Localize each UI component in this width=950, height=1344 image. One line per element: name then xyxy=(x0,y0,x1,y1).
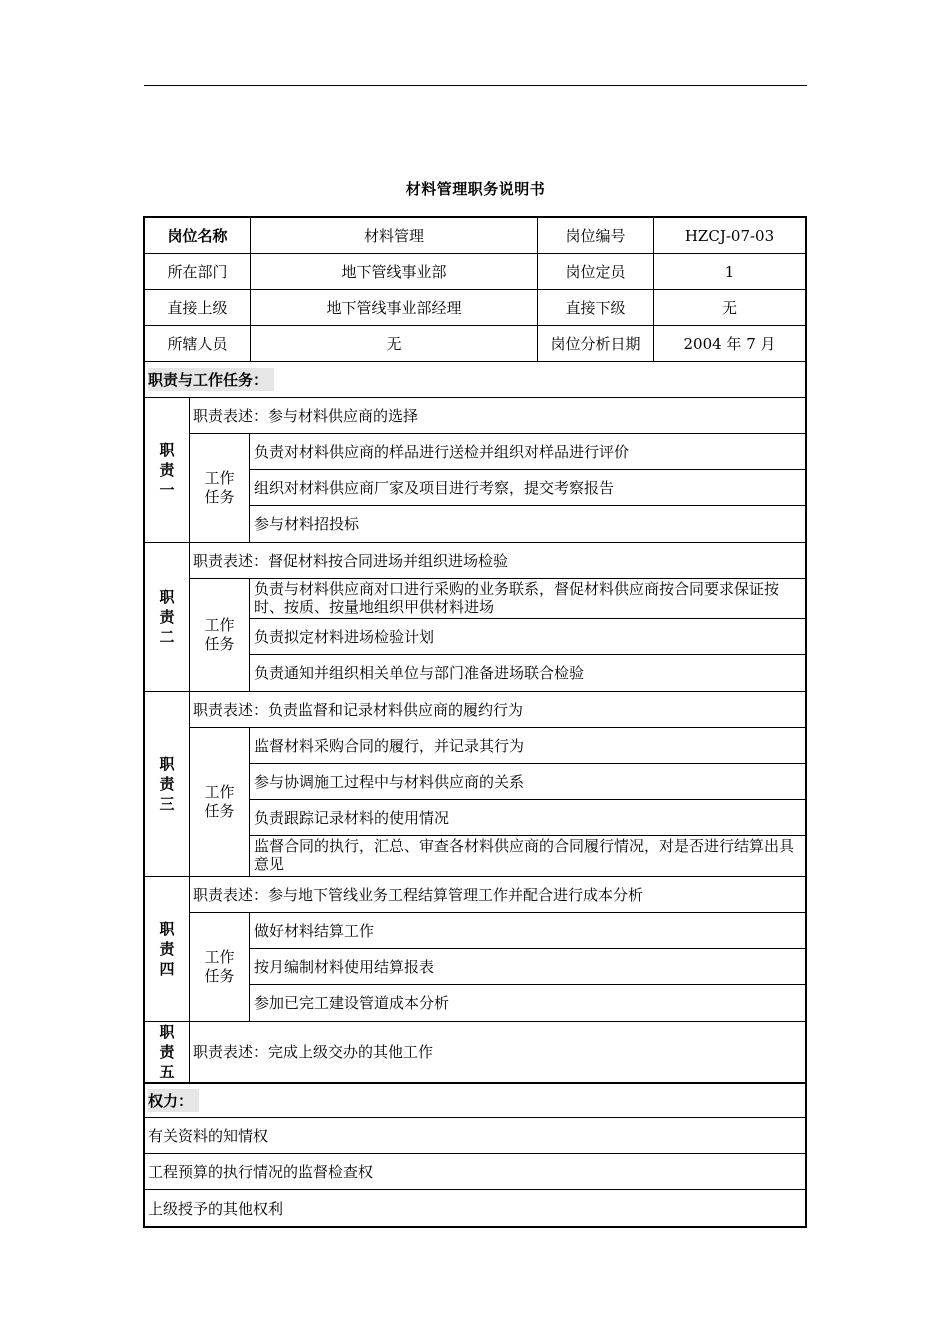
task-item: 做好材料结算工作 xyxy=(250,913,805,949)
label-headcount: 岗位定员 xyxy=(538,254,654,289)
task-item: 负责通知并组织相关单位与部门准备进场联合检验 xyxy=(254,664,585,682)
duty-label-3 xyxy=(145,692,190,876)
duty-label-text: 职责四 xyxy=(159,920,175,978)
value-analysis-date: 2004 年 7 月 xyxy=(683,335,776,353)
duty-label-4 xyxy=(145,877,190,1021)
duty-label-text: 职责五 xyxy=(159,1023,175,1081)
powers-heading-text: 权力： xyxy=(148,1089,199,1112)
task-label-1 xyxy=(190,434,250,542)
value-headcount: 1 xyxy=(724,262,735,281)
label-staff: 所辖人员 xyxy=(145,326,251,361)
duty-label-text: 职责二 xyxy=(159,588,175,646)
task-item: 组织对材料供应商厂家及项目进行考察，提交考察报告 xyxy=(250,470,805,506)
info-row-department xyxy=(145,254,805,290)
duty-label-text: 职责一 xyxy=(159,441,175,499)
value-staff: 无 xyxy=(251,326,538,361)
task-item: 参加已完工建设管道成本分析 xyxy=(254,994,450,1012)
duty-block-1 xyxy=(145,398,805,543)
job-description-form xyxy=(143,216,807,1228)
duty-description-2: 职责表述：督促材料按合同进场并组织进场检验 xyxy=(190,543,805,579)
label-supervisor: 直接上级 xyxy=(145,290,251,325)
task-label-3 xyxy=(190,728,250,876)
info-row-supervisor xyxy=(145,290,805,326)
task-item: 参与协调施工过程中与材料供应商的关系 xyxy=(250,764,805,800)
info-row-position xyxy=(145,218,805,254)
value-supervisor: 地下管线事业部经理 xyxy=(251,290,538,325)
duty-label-1 xyxy=(145,398,190,542)
task-item: 负责对材料供应商的样品进行送检并组织对样品进行评价 xyxy=(250,434,805,470)
task-label-4 xyxy=(190,913,250,1021)
info-row-staff xyxy=(145,326,805,362)
duty-description-5: 职责表述：完成上级交办的其他工作 xyxy=(193,1042,434,1061)
duty-block-2 xyxy=(145,543,805,692)
task-item: 负责与材料供应商对口进行采购的业务联系，督促材料供应商按合同要求保证按时、按质、按量地组织甲供材料进场 xyxy=(250,579,805,619)
power-item: 有关资料的知情权 xyxy=(145,1118,805,1154)
header-rule xyxy=(144,85,807,86)
duty-label-5 xyxy=(145,1022,190,1082)
duty-block-5 xyxy=(145,1022,805,1082)
task-label-text: 工作任务 xyxy=(204,948,235,985)
duty-label-2 xyxy=(145,543,190,691)
duties-heading-text: 职责与工作任务： xyxy=(148,368,274,391)
duty-label-text: 职责三 xyxy=(159,755,175,813)
label-department: 所在部门 xyxy=(145,254,251,289)
task-item: 按月编制材料使用结算报表 xyxy=(250,949,805,985)
label-subordinate: 直接下级 xyxy=(538,290,654,325)
task-item: 负责拟定材料进场检验计划 xyxy=(250,619,805,655)
task-item: 监督材料采购合同的履行，并记录其行为 xyxy=(250,728,805,764)
task-label-text: 工作任务 xyxy=(204,469,235,506)
label-position-name: 岗位名称 xyxy=(145,218,251,253)
task-label-text: 工作任务 xyxy=(204,783,235,820)
task-item: 参与材料招投标 xyxy=(254,515,360,533)
task-label-text: 工作任务 xyxy=(204,616,235,653)
value-subordinate: 无 xyxy=(721,299,737,317)
task-label-2 xyxy=(190,579,250,691)
value-department: 地下管线事业部 xyxy=(251,254,538,289)
value-position-name: 材料管理 xyxy=(251,218,538,253)
value-position-code: HZCJ-07-03 xyxy=(684,226,775,245)
power-item: 工程预算的执行情况的监督检查权 xyxy=(145,1154,805,1190)
label-analysis-date: 岗位分析日期 xyxy=(538,326,654,361)
task-item: 监督合同的执行，汇总、审查各材料供应商的合同履行情况，对是否进行结算出具意见 xyxy=(254,837,795,873)
power-item: 上级授予的其他权利 xyxy=(148,1199,284,1218)
duty-block-3 xyxy=(145,692,805,877)
label-position-code: 岗位编号 xyxy=(538,218,654,253)
document-title: 材料管理职务说明书 xyxy=(405,180,546,198)
task-item: 负责跟踪记录材料的使用情况 xyxy=(250,800,805,836)
duty-block-4 xyxy=(145,877,805,1022)
duties-heading xyxy=(145,362,805,398)
duty-description-4: 职责表述：参与地下管线业务工程结算管理工作并配合进行成本分析 xyxy=(190,877,805,913)
duty-description-1: 职责表述：参与材料供应商的选择 xyxy=(190,398,805,434)
duty-description-3: 职责表述：负责监督和记录材料供应商的履约行为 xyxy=(190,692,805,728)
powers-heading xyxy=(145,1082,805,1118)
